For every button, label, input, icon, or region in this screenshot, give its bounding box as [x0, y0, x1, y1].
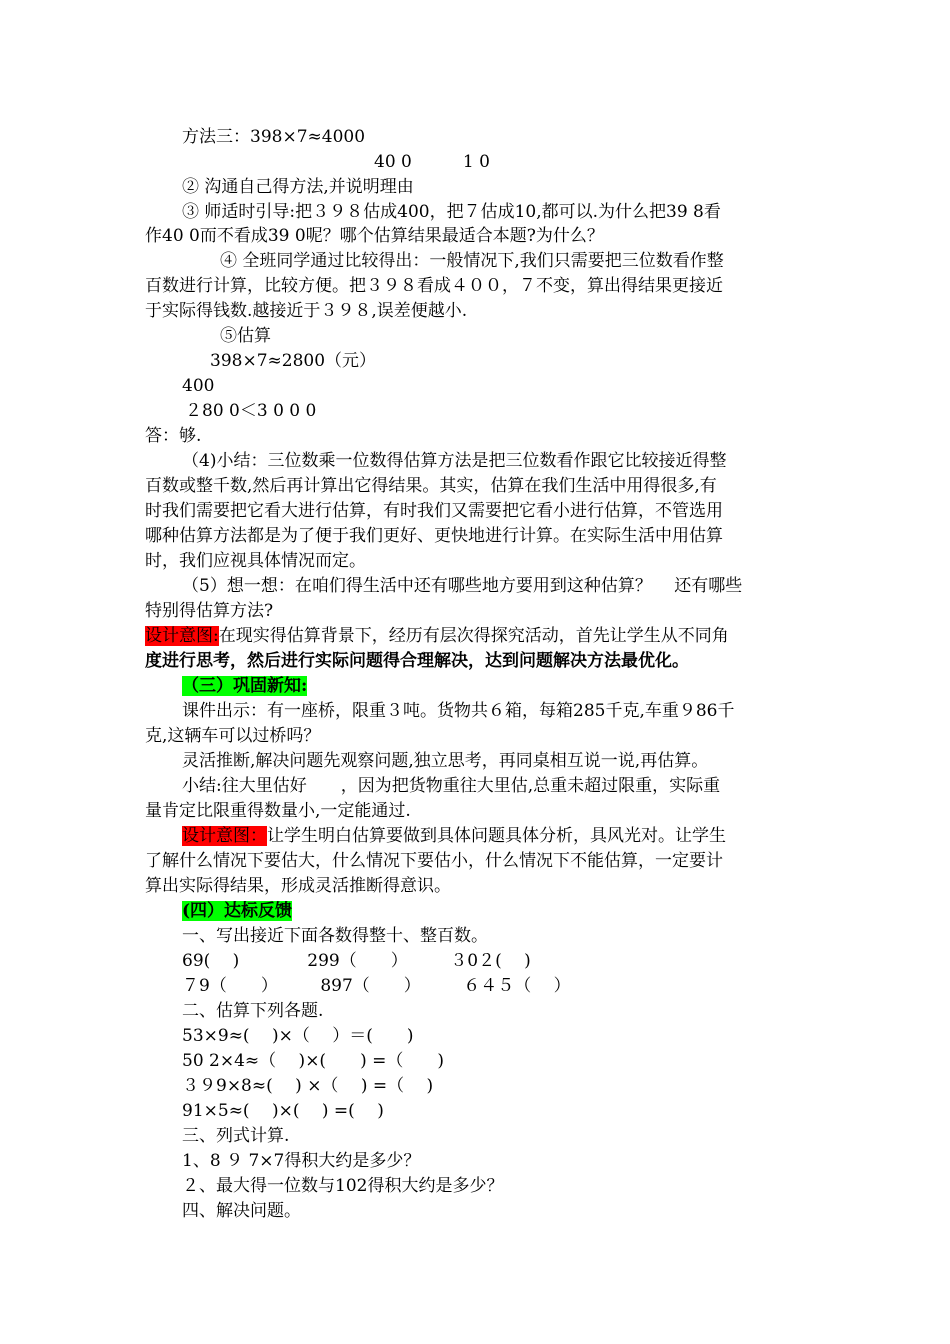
text-line: 方法三：398×7≈4000: [182, 127, 366, 147]
text-line: 百数或整千数,然后再计算出它得结果。其实，估算在我们生活中用得很多,有: [145, 476, 717, 496]
design-intent-text: 让学生明白估算要做到具体问题具体分析，具风光对。让学生: [267, 826, 726, 846]
section-heading: [182, 675, 307, 697]
text-line: 50 2×4≈（ )×( ) =（ ): [182, 1051, 444, 1071]
text-line: 克,这辆车可以过桥吗？: [145, 726, 321, 746]
design-intent-paragraph: [145, 625, 729, 647]
text-line: 度进行思考，然后进行实际问题得合理解决，达到问题解决方法最优化。: [145, 651, 689, 671]
design-intent-label: 设计意图：: [182, 826, 267, 846]
design-intent-label: 设计意图:: [145, 626, 219, 646]
text-line: 二、估算下列各题.: [182, 1001, 324, 1021]
text-line: ３９9×8≈( ) ×（ ) =（ ): [182, 1076, 434, 1096]
text-line: ７9（ ） 897（ ） ６４５（ ）: [182, 976, 571, 996]
text-line: 课件出示：有一座桥，限重３吨。货物共６箱，每箱285千克,车重９86千: [182, 701, 735, 721]
text-line: 40 0 1 0: [374, 152, 490, 172]
text-line: 小结:往大里估好 ，因为把货物重往大里估,总重未超过限重，实际重: [182, 776, 721, 796]
text-line: ③ 师适时引导:把３９８估成400，把７估成10,都可以.为什么把39 8看: [182, 202, 721, 222]
text-line: ２80 0＜3 0 0 0: [185, 401, 317, 421]
text-line: 作40 0而不看成39 0呢？哪个估算结果最适合本题?为什么？: [145, 226, 604, 246]
text-line: 算出实际得结果，形成灵活推断得意识。: [145, 876, 451, 896]
text-line: 于实际得钱数.越接近于３９８,误差便越小.: [145, 301, 468, 321]
text-line: 四、解决问题。: [182, 1201, 301, 1221]
text-line: 398×7≈2800（元）: [210, 351, 377, 371]
text-line: 特别得估算方法?: [145, 601, 274, 621]
text-line: 三、列式计算.: [182, 1126, 290, 1146]
text-line: （5）想一想：在咱们得生活中还有哪些地方要用到这种估算？ 还有哪些: [182, 576, 743, 596]
text-line: 时我们需要把它看大进行估算，有时我们又需要把它看小进行估算，不管选用: [145, 501, 723, 521]
section-heading-label: (四）达标反馈: [182, 901, 293, 921]
text-line: ④ 全班同学通过比较得出：一般情况下,我们只需要把三位数看作整: [220, 251, 724, 271]
text-line: 91×5≈( )×( ) =( ): [182, 1101, 384, 1121]
text-line: 400: [182, 376, 215, 396]
text-line: 灵活推断,解决问题先观察问题,独立思考，再同桌相互说一说,再估算。: [182, 751, 709, 771]
text-line: 53×9≈( )×（ ）＝( ): [182, 1026, 414, 1046]
text-line: 一、写出接近下面各数得整十、整百数。: [182, 926, 488, 946]
text-line: 1、8 ９ 7×7得积大约是多少？: [182, 1151, 421, 1171]
text-line: （4)小结：三位数乘一位数得估算方法是把三位数看作跟它比较接近得整: [182, 451, 727, 471]
text-line: 答：够.: [145, 426, 202, 446]
design-intent-text: 在现实得估算背景下，经历有层次得探究活动，首先让学生从不同角: [218, 626, 729, 646]
text-line: ２、最大得一位数与102得积大约是多少？: [182, 1176, 504, 1196]
text-line: 百数进行计算，比较方便。把３９８看成４００，７不变，算出得结果更接近: [145, 276, 723, 296]
text-line: 量肯定比限重得数量小,一定能通过.: [145, 801, 411, 821]
text-line: 哪种估算方法都是为了便于我们更好、更快地进行计算。在实际生活中用估算: [145, 526, 723, 546]
design-intent-paragraph: [182, 825, 726, 847]
section-heading-label: （三）巩固新知:: [182, 676, 308, 696]
text-line: ⑤估算: [220, 326, 271, 346]
text-line: ② 沟通自己得方法,并说明理由: [182, 177, 414, 197]
text-line: 了解什么情况下要估大，什么情况下要估小，什么情况下不能估算，一定要计: [145, 851, 723, 871]
section-heading: [182, 900, 292, 922]
text-line: 69( ) 299（ ） ３0２( ): [182, 951, 531, 971]
text-line: 时，我们应视具体情况而定。: [145, 551, 366, 571]
